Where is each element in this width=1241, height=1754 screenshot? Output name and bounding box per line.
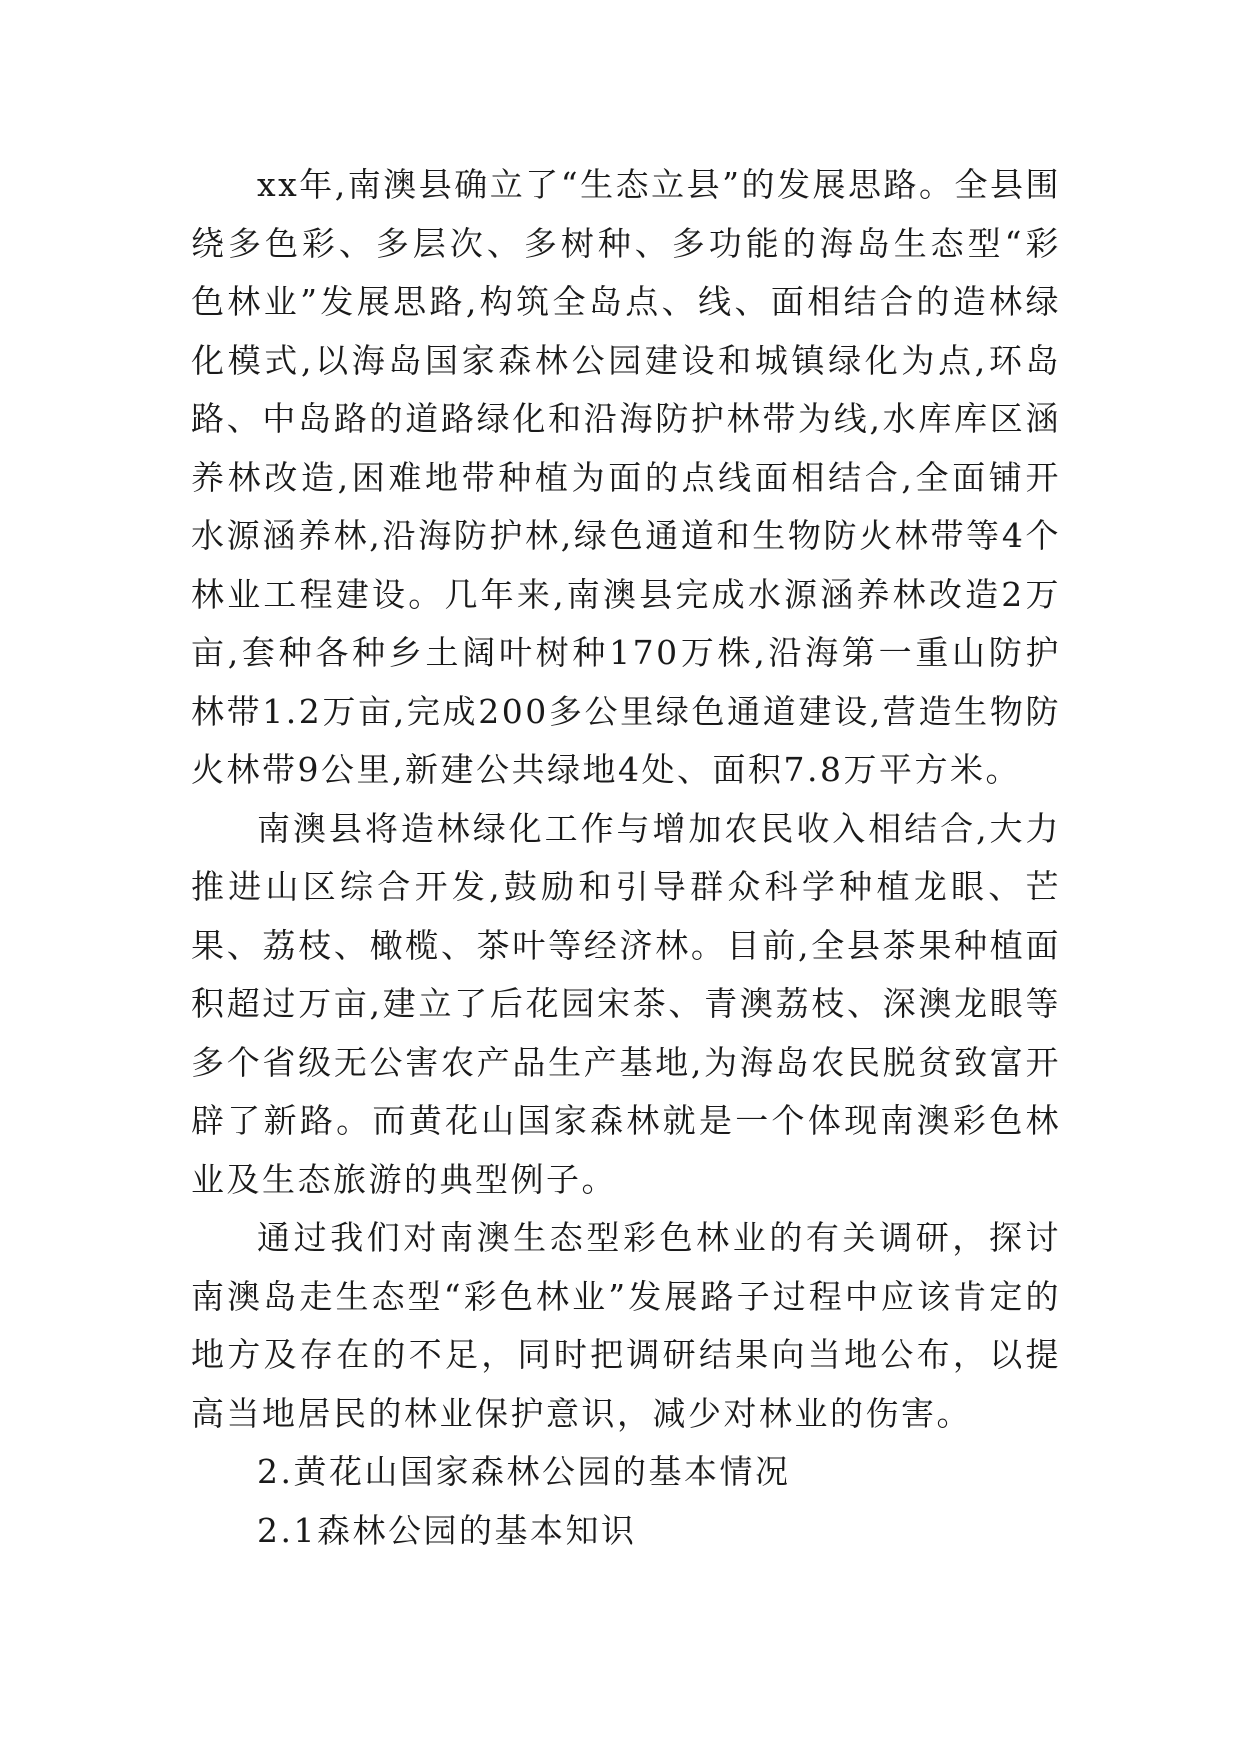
paragraph-ecological-county: xx年,南澳县确立了“生态立县”的发展思路。全县围绕多色彩、多层次、多树种、多功能的海岛生态型“彩色林业”发展思路,构筑全岛点、线、面相结合的造林绿化模式,以海岛国家森林公园建设和城镇绿化为点,环岛路、中岛路的道路绿化和沿海防护林带为线,水库库区涵养林改造,困难地带种植为面的点线面相结合,全面铺开水源涵养林,沿海防护林,绿色通道和生物防火林带等4个林业工程建设。几年来,南澳县完成水源涵养林改造2万亩,套种各种乡土阔叶树种170万株,沿海第一重山防护林带1.2万亩,完成200多公里绿色通道建设,营造生物防火林带9公里,新建公共绿地4处、面积7.8万平方米。 <box>191 165 1061 789</box>
paragraph-research-purpose: 通过我们对南澳生态型彩色林业的有关调研，探讨南澳岛走生态型“彩色林业”发展路子过程中应该肯定的地方及存在的不足，同时把调研结果向当地公布，以提高当地居民的林业保护意识，减少对林业的伤害。 <box>191 1218 1061 1433</box>
paragraph-afforestation-income: 南澳县将造林绿化工作与增加农民收入相结合,大力推进山区综合开发,鼓励和引导群众科学种植龙眼、芒果、荔枝、橄榄、茶叶等经济林。目前,全县茶果种植面积超过万亩,建立了后花园宋茶、青澳荔枝、深澳龙眼等多个省级无公害农产品生产基地,为海岛农民脱贫致富开辟了新路。而黄花山国家森林就是一个体现南澳彩色林业及生态旅游的典型例子。 <box>191 808 1061 1199</box>
section-heading-2: 2.黄花山国家森林公园的基本情况 <box>257 1452 791 1491</box>
section-heading-2-1: 2.1森林公园的基本知识 <box>257 1510 637 1550</box>
document-body <box>191 156 1061 1560</box>
